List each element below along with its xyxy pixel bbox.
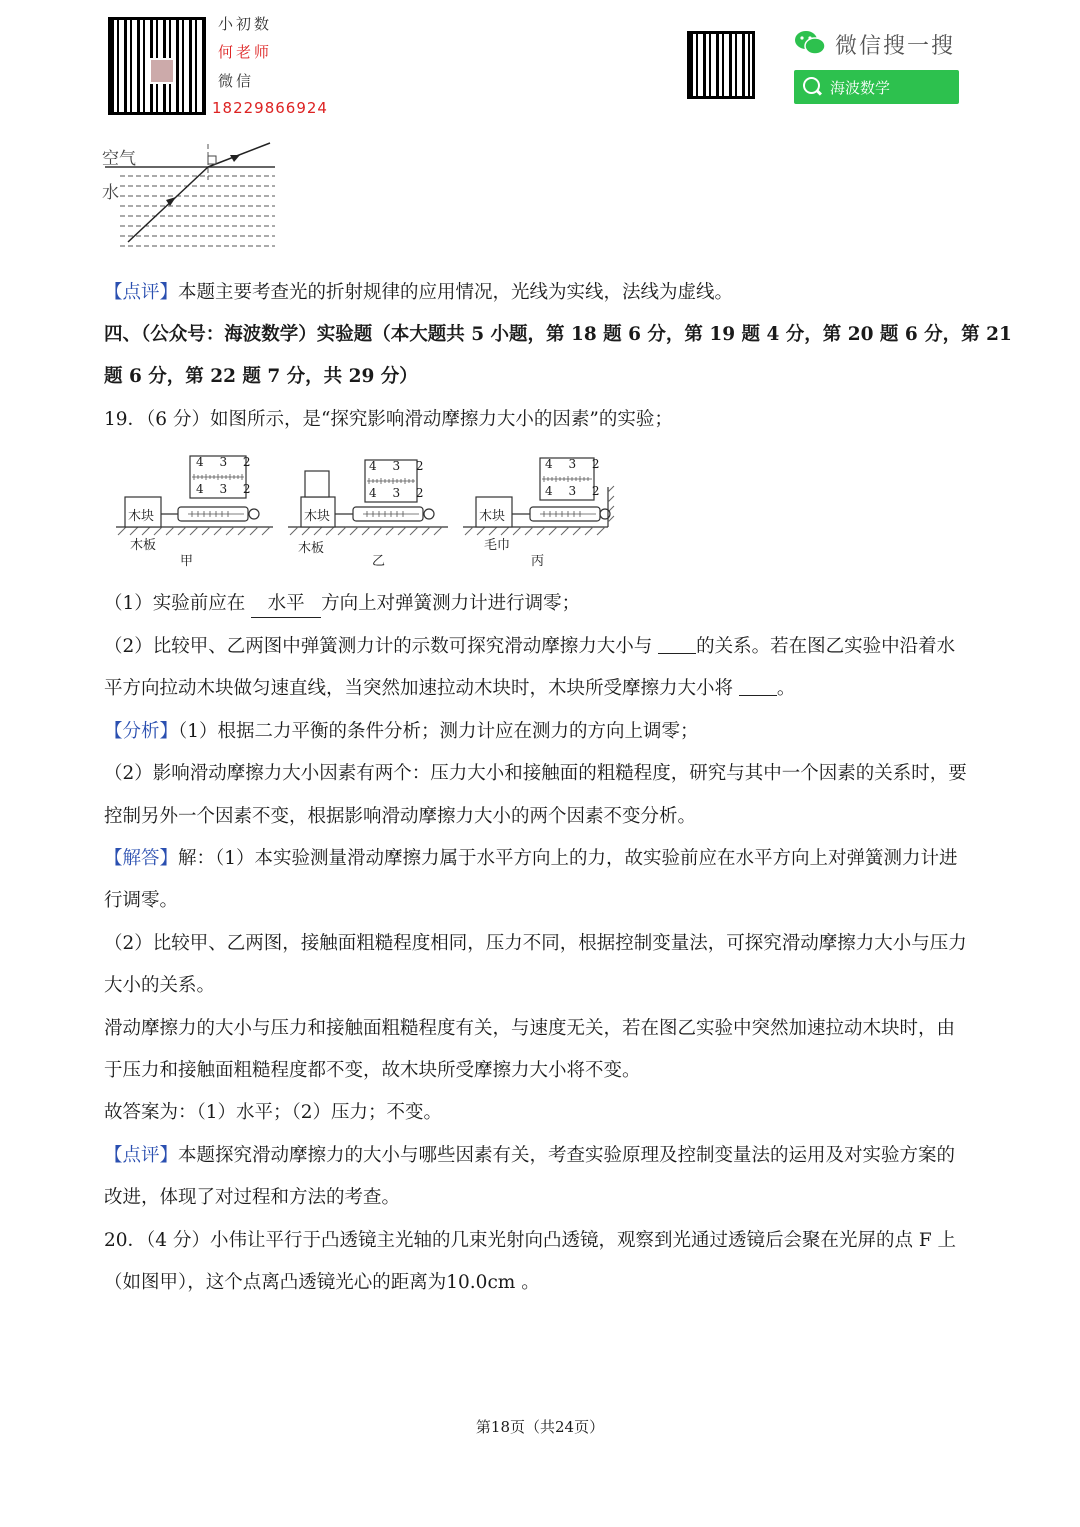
surface-label-1: 木板 [130,538,157,553]
analysis-line-2: （2）影响滑动摩擦力大小因素有两个：压力大小和接触面的粗糙程度，研究与其中一个因素的关系时，要 [104,763,967,784]
analysis-tag: 【分析】 [104,721,179,742]
wechat-icon [794,29,826,57]
solution-line-1 [104,846,958,872]
friction-figure [108,452,618,568]
solution-line-5: 滑动摩擦力的大小与压力和接触面粗糙程度有关，与速度无关，若在图乙实验中突然加速拉动木块时，由 [104,1018,956,1039]
caption-2: 乙 [372,554,386,569]
question-19-part-2-cont [104,676,795,702]
answer-blank-3 [739,677,777,696]
question-19: 19．（6 分）如图所示，是“探究影响滑动摩擦力大小的因素”的实验； [104,409,673,430]
review-text: 本题主要考查光的折射规律的应用情况，光线为实线，法线为虚线。 [178,282,734,303]
q19-1-post: 方向上对弹簧测力计进行调零； [321,593,581,614]
review-tag: 【点评】 [104,282,179,303]
q19-2-pre: （2）比较甲、乙两图中弹簧测力计的示数可探究滑动摩擦力大小与 [104,636,659,657]
qr-code-left [108,17,206,115]
solution-line-4: 大小的关系。 [104,975,216,996]
question-20: 20．（4 分）小伟让平行于凸透镜主光轴的几束光射向凸透镜，观察到光通过透镜后会聚在光屏的点 F 上 [104,1230,957,1251]
question-19-part-1 [104,591,580,618]
surface-label-2: 木板 [298,541,325,556]
page-footer: 第18页（共24页） [475,1418,605,1436]
wechat-search-box[interactable] [794,70,959,104]
review-text-2: 本题探究滑动摩擦力的大小与哪些因素有关，考查实验原理及控制变量法的运用及对实验方案的 [178,1145,956,1166]
analysis-line-3: 控制另外一个因素不变，根据影响滑动摩擦力大小的两个因素不变分析。 [104,806,697,827]
answer-blank-1: 水平 [251,591,321,618]
scale-top-1: 4 3 2 [196,455,257,469]
qr-code-right [687,31,755,99]
label-air: 空气 [102,149,136,169]
q19-2b-post: 。 [776,678,796,699]
solution-line-3: （2）比较甲、乙两图，接触面粗糙程度相同，压力不同，根据控制变量法，可探究滑动摩擦力大小与压力 [104,933,967,954]
q19-1-pre: （1）实验前应在 [104,593,252,614]
caption-3: 丙 [531,554,545,569]
scale-bottom-3: 4 3 2 [545,484,606,498]
contact-line-1: 小初数 [218,15,273,33]
question-20-cont: （如图甲），这个点离凸透镜光心的距离为10.0cm 。 [104,1272,540,1293]
contact-line-2: 何老师 [218,43,273,61]
search-icon-handle [816,89,822,95]
caption-1: 甲 [180,554,194,569]
review-line-3: 改进，体现了对过程和方法的考查。 [104,1187,401,1208]
wechat-search-label: 微信搜一搜 [835,34,956,59]
label-water: 水 [102,183,119,203]
contact-line-3: 微信 [218,72,255,90]
solution-tag: 【解答】 [104,848,179,869]
answer-summary: 故答案为：（1）水平；（2）压力；不变。 [104,1102,443,1123]
block-label-1: 木块 [128,509,155,524]
block-label-3: 木块 [479,509,506,524]
review-line-1 [104,280,733,306]
section-heading: 四、（公众号：海波数学）实验题（本大题共 5 小题，第 18 题 6 分，第 19 题 4 分，第 20 题 6 分，第 21 [104,324,1012,345]
analysis-text: （1）根据二力平衡的条件分析；测力计应在测力的方向上调零； [178,721,699,742]
refraction-figure [100,140,280,255]
scale-top-3: 4 3 2 [545,457,606,471]
surface-label-3: 毛巾 [484,538,511,553]
q19-2-post: 的关系。若在图乙实验中沿着水 [696,636,956,657]
search-box-text: 海波数学 [830,79,891,97]
scale-bottom-1: 4 3 2 [196,482,257,496]
review-line-2 [104,1143,955,1169]
scale-top-2: 4 3 2 [369,459,430,473]
answer-blank-2 [658,635,696,654]
scale-bottom-2: 4 3 2 [369,486,430,500]
solution-line-6: 于压力和接触面粗糙程度都不变，故木块所受摩擦力大小将不变。 [104,1060,641,1081]
contact-line-4: 18229866924 [212,99,328,117]
q19-2b-pre: 平方向拉动木块做匀速直线，当突然加速拉动木块时，木块所受摩擦力大小将 [104,678,739,699]
solution-line-2: 行调零。 [104,890,179,911]
analysis-line-1 [104,719,699,745]
section-heading-cont: 题 6 分，第 22 题 7 分，共 29 分） [104,366,418,387]
question-19-part-2 [104,634,955,660]
review-tag-2: 【点评】 [104,1145,179,1166]
block-label-2: 木块 [304,509,331,524]
solution-text: 解：（1）本实验测量滑动摩擦力属于水平方向上的力，故实验前应在水平方向上对弹簧测力计进 [178,848,958,869]
